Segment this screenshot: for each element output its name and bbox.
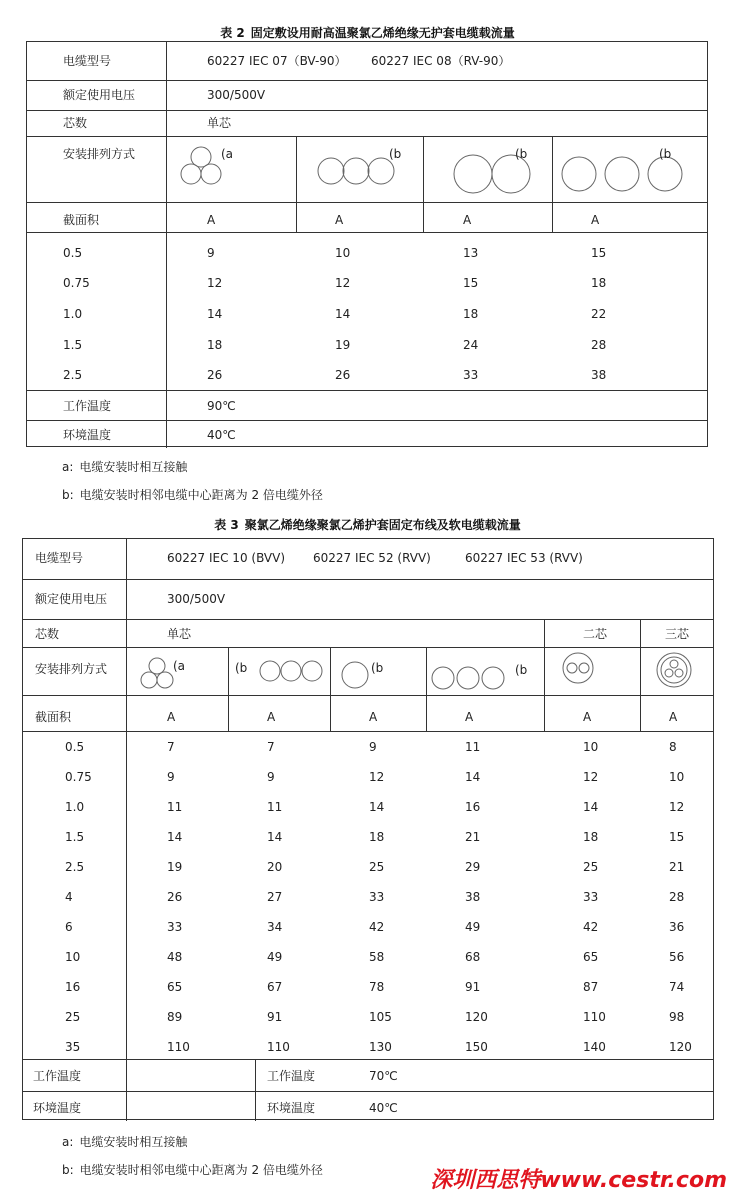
table3-label-work-temp: 工作温度: [33, 1069, 82, 1083]
table2-value: 12: [335, 276, 351, 290]
table3-caption-text: 聚氯乙烯绝缘聚氯乙烯护套固定布线及软电缆载流量: [244, 518, 521, 532]
table-row: [23, 739, 713, 757]
table-row: [27, 337, 707, 355]
table-row: [23, 979, 713, 997]
table3-value: 36: [669, 920, 685, 934]
table-row: [23, 769, 713, 787]
flat-spaced-arrangement-icon: [453, 154, 553, 194]
table3-value: 21: [465, 830, 481, 844]
table3-cable-type-2: 60227 IEC 52 (RVV): [313, 551, 431, 565]
table3-value: 89: [167, 1010, 183, 1024]
table3-label-ambient-temp: 环境温度: [33, 1101, 82, 1115]
table2-value: 10: [335, 246, 351, 260]
table3-value: 33: [369, 890, 385, 904]
table2-cable-type-b: 60227 IEC 08（RV-90）: [371, 54, 511, 68]
flat-wide-spaced-arrangement-icon: [431, 665, 511, 693]
table2-value: 9: [207, 246, 215, 260]
table-row: [23, 799, 713, 817]
table2-label-section: 截面积: [63, 213, 100, 227]
table3-section: 4: [65, 890, 73, 904]
table3-value: 12: [583, 770, 599, 784]
table3-value: 87: [583, 980, 599, 994]
table3-value: 12: [369, 770, 385, 784]
table3-unit-4: A: [465, 710, 474, 724]
table3-value: 34: [267, 920, 283, 934]
table3-cores-single: 单芯: [167, 627, 192, 641]
table2-value: 13: [463, 246, 479, 260]
table3-section: 2.5: [65, 860, 85, 874]
table2-unit-4: A: [591, 213, 600, 227]
table2-label-voltage: 额定使用电压: [63, 88, 136, 102]
table3-value: 21: [669, 860, 685, 874]
table2-value: 12: [207, 276, 223, 290]
table3-value: 18: [583, 830, 599, 844]
table2-section: 0.75: [63, 276, 90, 290]
table2-value: 19: [335, 338, 351, 352]
table3-value: 67: [267, 980, 283, 994]
table2-ambient-temp-value: 40℃: [207, 428, 236, 442]
table2-note-b: b: 电缆安装时相邻电缆中心距离为 2 倍电缆外径: [62, 488, 323, 502]
table3-arrangement-mark-1: (a: [173, 659, 186, 673]
table3-value: 110: [267, 1040, 290, 1054]
table3-value: 120: [669, 1040, 692, 1054]
table3-section: 6: [65, 920, 73, 934]
table2-value: 18: [591, 276, 607, 290]
table3-value: 14: [267, 830, 283, 844]
table2-work-temp-value: 90℃: [207, 399, 236, 413]
table3-voltage-value: 300/500V: [167, 592, 226, 606]
table2-value: 18: [207, 338, 223, 352]
table3-ambient-temp-inner-label: 环境温度: [267, 1101, 316, 1115]
table2-arrangement-mark-4: (b: [659, 147, 672, 161]
table2-cores-value: 单芯: [207, 116, 232, 130]
table3-value: 29: [465, 860, 481, 874]
table3-cable-type-3: 60227 IEC 53 (RVV): [465, 551, 583, 565]
table3-value: 27: [267, 890, 283, 904]
table3-value: 48: [167, 950, 183, 964]
table3-value: 20: [267, 860, 283, 874]
table2-unit-1: A: [207, 213, 216, 227]
table2-note-a: a: 电缆安装时相互接触: [62, 460, 188, 474]
table3-caption: [0, 516, 735, 533]
table3-value: 98: [669, 1010, 685, 1024]
table3-value: 68: [465, 950, 481, 964]
table3-work-temp-inner-label: 工作温度: [267, 1069, 316, 1083]
table3-value: 33: [167, 920, 183, 934]
table3-unit-5: A: [583, 710, 592, 724]
table3-unit-3: A: [369, 710, 378, 724]
table3-value: 7: [167, 740, 175, 754]
table2-label-arrangement: 安装排列方式: [63, 147, 136, 161]
table3-value: 38: [465, 890, 481, 904]
table-row: [27, 245, 707, 263]
table-row: [27, 306, 707, 324]
table-row: [23, 829, 713, 847]
table3-section: 0.5: [65, 740, 85, 754]
table3-label-cores: 芯数: [35, 627, 60, 641]
table3-value: 15: [669, 830, 685, 844]
table3-value: 19: [167, 860, 183, 874]
table3-cable-type-1: 60227 IEC 10 (BVV): [167, 551, 286, 565]
table3-value: 9: [167, 770, 175, 784]
table3-value: 56: [669, 950, 685, 964]
table3-value: 105: [369, 1010, 392, 1024]
table-row: [27, 367, 707, 385]
table3-ambient-temp-value: 40℃: [369, 1101, 398, 1115]
table3-value: 26: [167, 890, 183, 904]
table3-value: 9: [267, 770, 275, 784]
table3-label-arrangement: 安装排列方式: [35, 662, 108, 676]
table2-value: 38: [591, 368, 607, 382]
table3-value: 150: [465, 1040, 488, 1054]
table3-value: 74: [669, 980, 685, 994]
watermark-logo: 深圳西思特www.cestr.com: [430, 1168, 727, 1193]
table3-note-a: a: 电缆安装时相互接触: [62, 1135, 188, 1149]
table2-unit-2: A: [335, 213, 344, 227]
table3-value: 58: [369, 950, 385, 964]
table3-value: 120: [465, 1010, 488, 1024]
table3-value: 10: [583, 740, 599, 754]
table2: [26, 41, 708, 447]
table3-value: 130: [369, 1040, 392, 1054]
table3-work-temp-value: 70℃: [369, 1069, 398, 1083]
table2-caption-text: 固定敷设用耐高温聚氯乙烯绝缘无护套电缆载流量: [250, 26, 515, 40]
table-row: [23, 1009, 713, 1027]
table3-arrangement-mark-3: (b: [371, 661, 384, 675]
table2-section: 0.5: [63, 246, 83, 260]
table2-value: 18: [463, 307, 479, 321]
table2-voltage-value: 300/500V: [207, 88, 266, 102]
table3-label-voltage: 额定使用电压: [35, 592, 108, 606]
flat-three-small-arrangement-icon: [317, 154, 397, 188]
table3-value: 12: [669, 800, 685, 814]
table3-value: 42: [583, 920, 599, 934]
table2-section: 2.5: [63, 368, 83, 382]
table3-value: 140: [583, 1040, 606, 1054]
table2-value: 14: [335, 307, 351, 321]
table3-value: 78: [369, 980, 385, 994]
table3-value: 25: [583, 860, 599, 874]
table3-value: 14: [167, 830, 183, 844]
table3-unit-1: A: [167, 710, 176, 724]
table2-value: 24: [463, 338, 479, 352]
table2-value: 28: [591, 338, 607, 352]
table3-value: 91: [465, 980, 481, 994]
table2-value: 15: [591, 246, 607, 260]
table3-section: 16: [65, 980, 81, 994]
table2-arrangement-mark-3: (b: [515, 147, 528, 161]
table-row: [23, 859, 713, 877]
flat-three-small-arrangement-icon: [259, 659, 325, 683]
table-row: [23, 889, 713, 907]
table3-section: 10: [65, 950, 81, 964]
table3: [22, 538, 714, 1120]
table3-section: 1.0: [65, 800, 85, 814]
table2-label-ambient-temp: 环境温度: [63, 428, 112, 442]
table3-section: 25: [65, 1010, 81, 1024]
table3-value: 11: [465, 740, 481, 754]
table3-value: 8: [669, 740, 677, 754]
table3-value: 33: [583, 890, 599, 904]
three-core-cable-icon: [655, 651, 695, 691]
table3-section: 1.5: [65, 830, 85, 844]
table3-value: 110: [583, 1010, 606, 1024]
table3-unit-6: A: [669, 710, 678, 724]
table3-value: 49: [465, 920, 481, 934]
table2-arrangement-mark-2: (b: [389, 147, 402, 161]
table2-arrangement-mark-1: (a: [221, 147, 234, 161]
table3-value: 11: [267, 800, 283, 814]
table2-caption: [0, 24, 735, 41]
table3-value: 91: [267, 1010, 283, 1024]
table3-value: 7: [267, 740, 275, 754]
table-row: [23, 919, 713, 937]
table3-cores-three: 三芯: [665, 627, 690, 641]
table2-section: 1.0: [63, 307, 83, 321]
table2-value: 33: [463, 368, 479, 382]
table-row: [23, 949, 713, 967]
table3-value: 25: [369, 860, 385, 874]
table3-section: 0.75: [65, 770, 92, 784]
table3-arrangement-mark-4: (b: [515, 663, 528, 677]
table2-label-cable-type: 电缆型号: [63, 54, 112, 68]
table2-value: 14: [207, 307, 223, 321]
table2-caption-number: 表 2: [220, 26, 245, 40]
table3-value: 49: [267, 950, 283, 964]
table3-value: 9: [369, 740, 377, 754]
table3-note-b: b: 电缆安装时相邻电缆中心距离为 2 倍电缆外径: [62, 1163, 323, 1177]
table3-value: 14: [369, 800, 385, 814]
table2-section: 1.5: [63, 338, 83, 352]
table2-value: 15: [463, 276, 479, 290]
table2-label-work-temp: 工作温度: [63, 399, 112, 413]
table3-section: 35: [65, 1040, 81, 1054]
table2-unit-3: A: [463, 213, 472, 227]
table3-value: 110: [167, 1040, 190, 1054]
table-row: [23, 1039, 713, 1057]
table2-value: 22: [591, 307, 607, 321]
table3-caption-number: 表 3: [214, 518, 239, 532]
table-row: [27, 275, 707, 293]
table3-arrangement-mark-2: (b: [235, 661, 248, 675]
table3-value: 10: [669, 770, 685, 784]
table3-value: 28: [669, 890, 685, 904]
table2-label-cores: 芯数: [63, 116, 88, 130]
table2-value: 26: [207, 368, 223, 382]
table2-value: 26: [335, 368, 351, 382]
table3-value: 14: [465, 770, 481, 784]
two-core-cable-icon: [561, 651, 597, 687]
table3-cores-two: 二芯: [583, 627, 608, 641]
table3-label-section: 截面积: [35, 710, 72, 724]
table3-label-cable-type: 电缆型号: [35, 551, 84, 565]
table2-cable-type-a: 60227 IEC 07（BV-90）: [207, 54, 347, 68]
table3-unit-2: A: [267, 710, 276, 724]
table3-value: 14: [583, 800, 599, 814]
table3-value: 11: [167, 800, 183, 814]
table3-value: 16: [465, 800, 481, 814]
table3-value: 18: [369, 830, 385, 844]
table3-value: 65: [167, 980, 183, 994]
table3-value: 65: [583, 950, 599, 964]
table3-value: 42: [369, 920, 385, 934]
